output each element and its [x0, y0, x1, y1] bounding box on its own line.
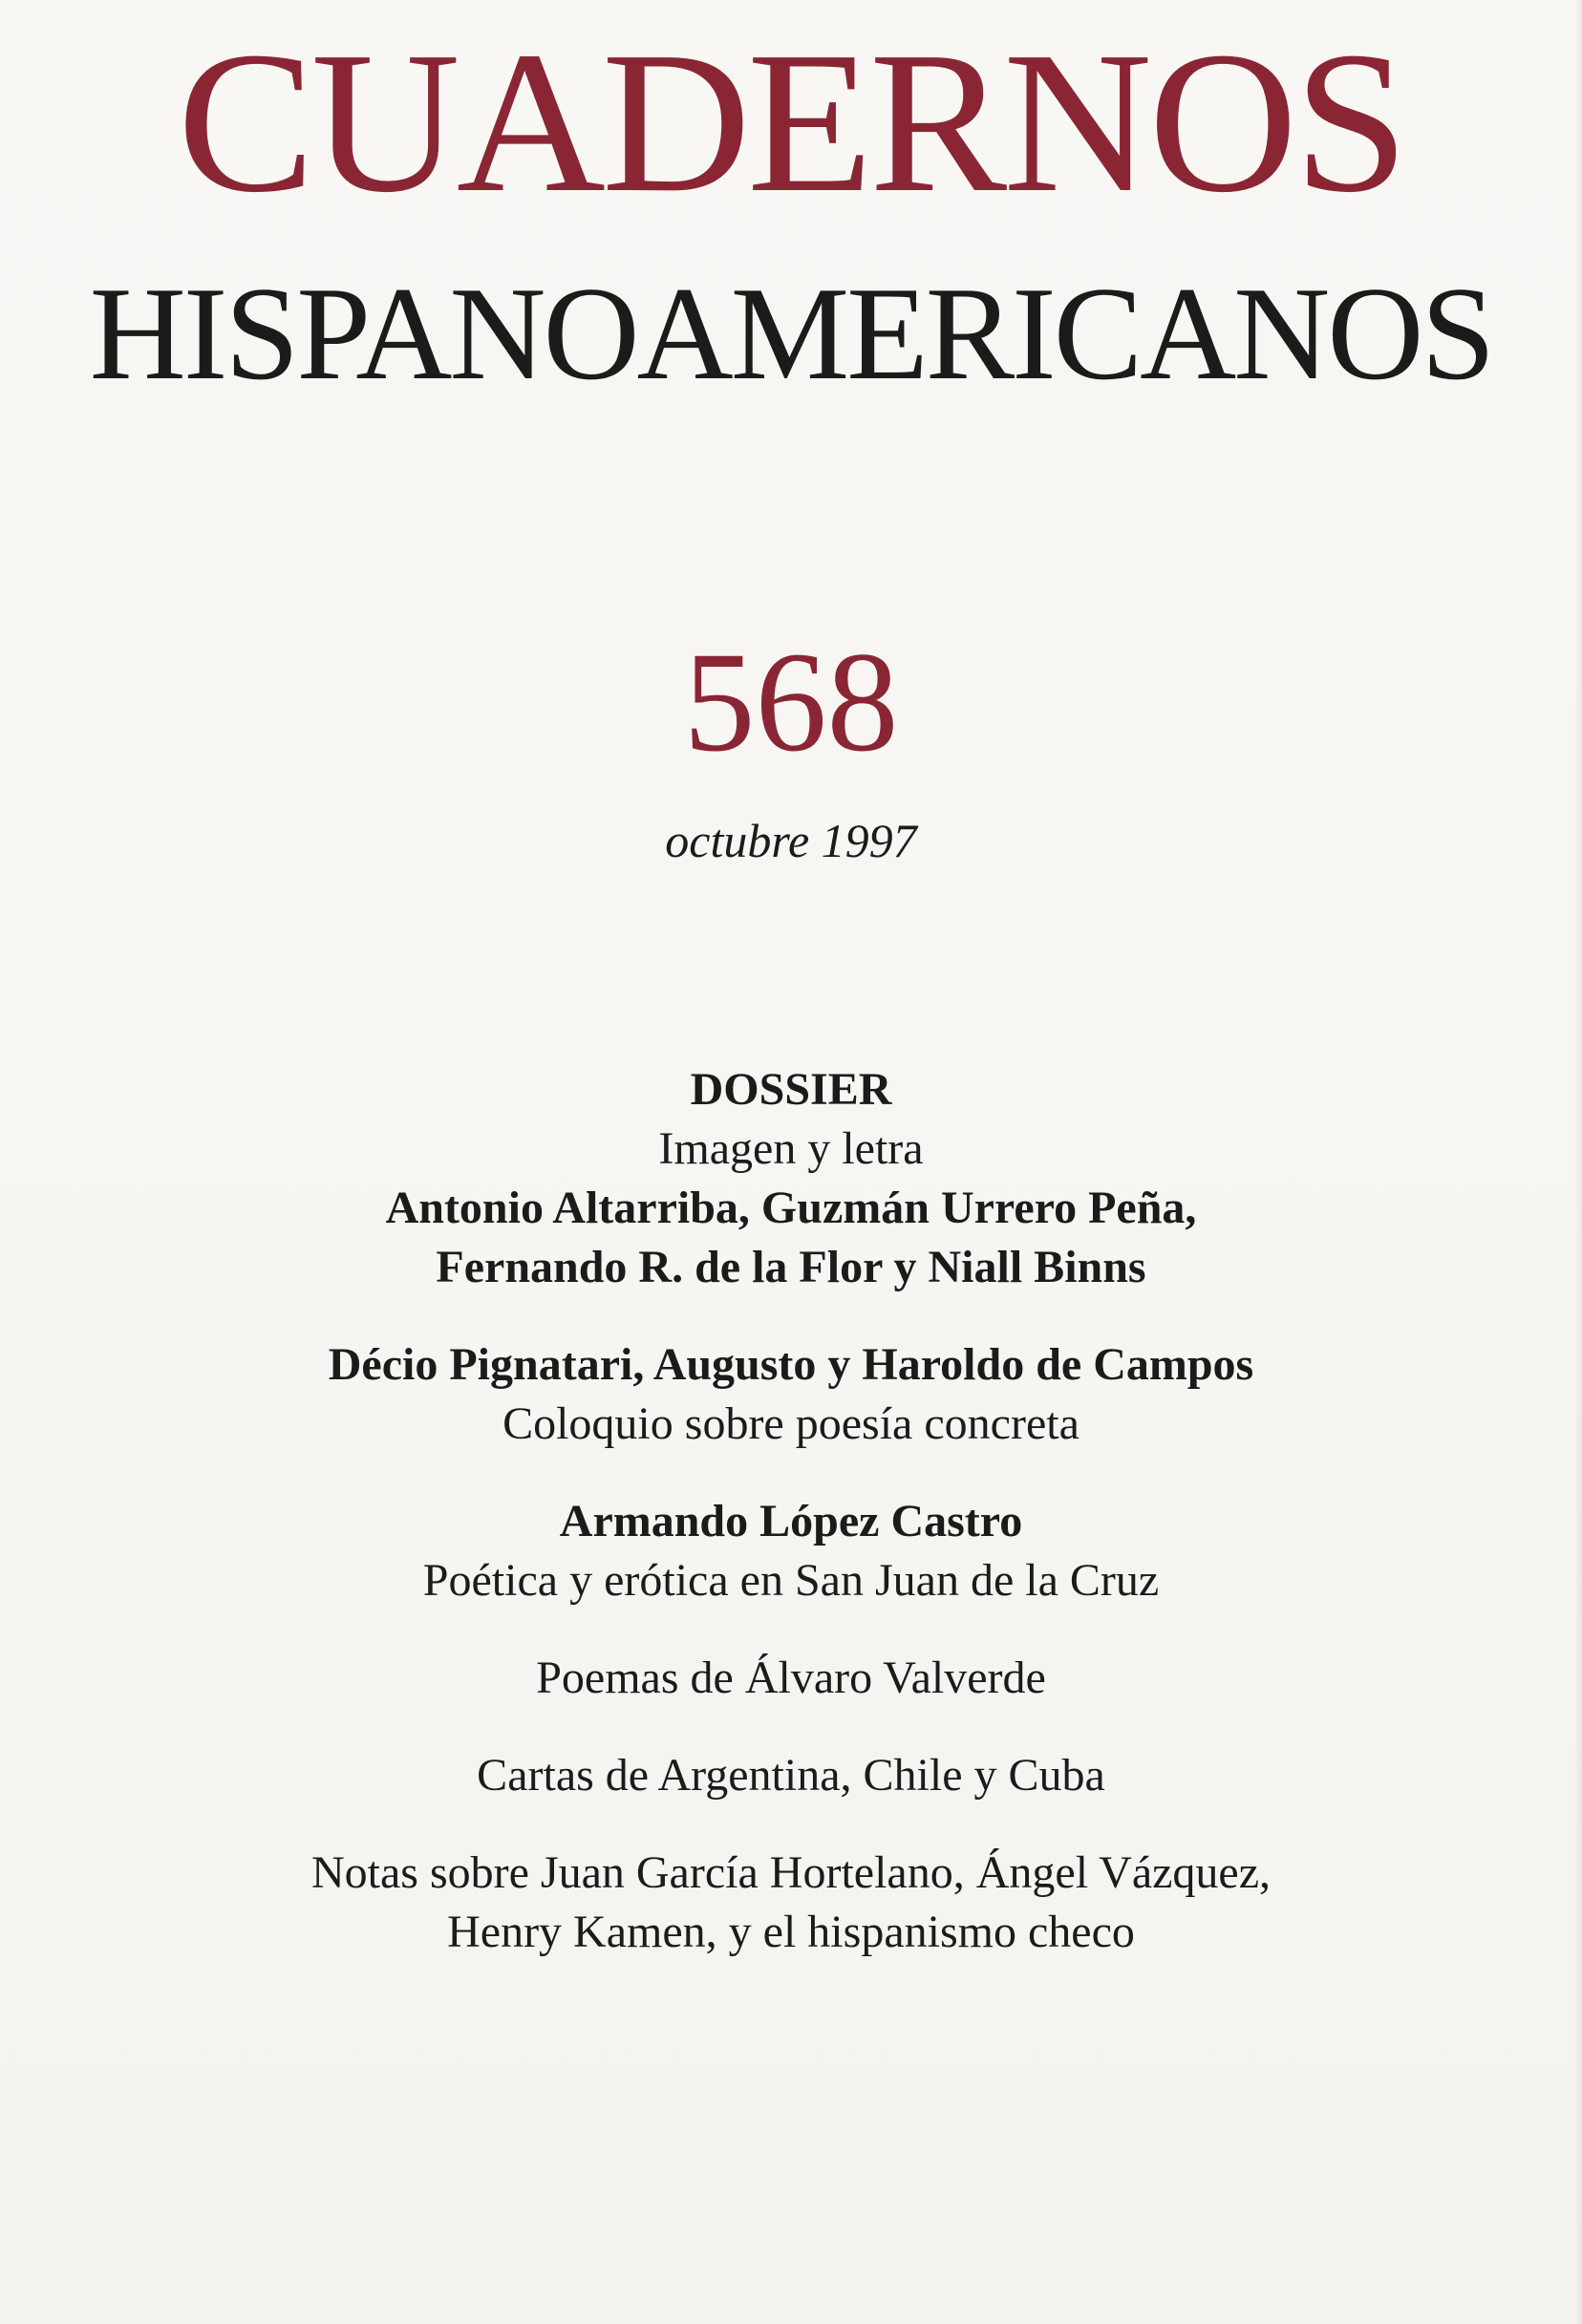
article2-title: Poética y erótica en San Juan de la Cruz [422, 1555, 1160, 1606]
masthead-title: CUADERNOS [177, 10, 1405, 234]
notes-entry [0, 1844, 1582, 1962]
dossier-section [0, 1060, 1582, 1297]
dossier-subtitle: Imagen y letra [658, 1123, 924, 1174]
issue-number: 568 [683, 623, 899, 781]
dossier-authors-line1: Antonio Altarriba, Guzmán Urrero Peña, [385, 1183, 1197, 1233]
article1-title: Coloquio sobre poesía concreta [502, 1398, 1080, 1449]
article1-authors: Décio Pignatari, Augusto y Haroldo de Campos [328, 1339, 1254, 1390]
poems-title: Poemas de Álvaro Valverde [536, 1652, 1046, 1703]
notes-line1: Notas sobre Juan García Hortelano, Ángel Vázquez, [310, 1847, 1272, 1898]
letters-entry [0, 1746, 1582, 1805]
article-concrete-poetry [0, 1335, 1582, 1454]
table-of-contents [0, 1060, 1582, 1962]
article2-author: Armando López Castro [559, 1496, 1023, 1546]
article-san-juan [0, 1492, 1582, 1610]
issue-date: octubre 1997 [665, 814, 917, 867]
dossier-authors-line2: Fernando R. de la Flor y Niall Binns [436, 1242, 1146, 1292]
notes-line2: Henry Kamen, y el hispanismo checo [447, 1907, 1135, 1957]
dossier-heading: DOSSIER [690, 1064, 892, 1115]
masthead-subtitle: HISPANOAMERICANOS [89, 260, 1493, 408]
letters-title: Cartas de Argentina, Chile y Cuba [477, 1750, 1105, 1801]
poems-entry [0, 1649, 1582, 1708]
